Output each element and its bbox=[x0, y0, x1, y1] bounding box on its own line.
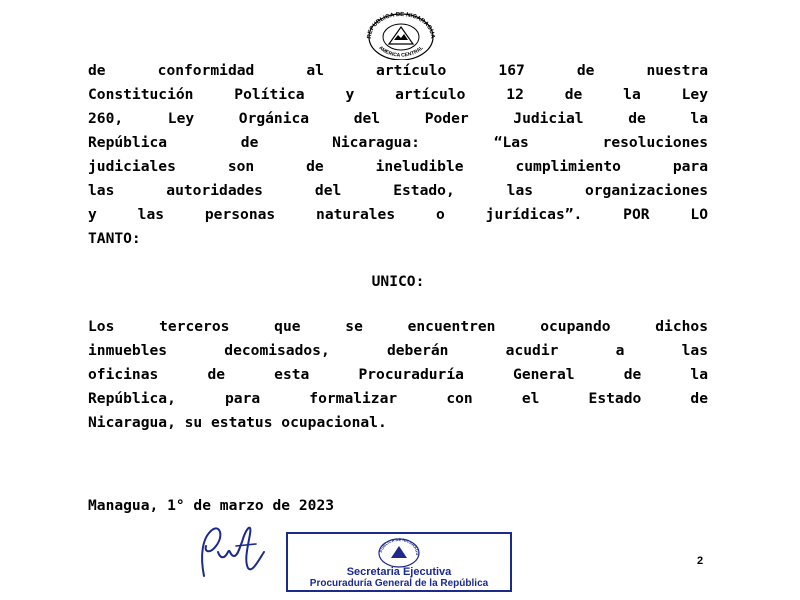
seal-text-top: REPUBLICA DE NICARAGUA bbox=[366, 11, 436, 39]
paragraph-1 bbox=[88, 59, 708, 251]
paragraph-2 bbox=[88, 315, 708, 435]
svg-text:REPUBLICA DE NICARAGUA bbox=[367, 12, 435, 40]
institution-stamp bbox=[286, 532, 512, 592]
paragraph-2-line: oficinas de esta Procuraduría General de la bbox=[88, 366, 708, 383]
paragraph-1-line: Constitución Política y artículo 12 de la Ley bbox=[88, 86, 708, 103]
paragraph-1-line: 260, Ley Orgánica del Poder Judicial de la bbox=[88, 110, 708, 127]
paragraph-2-line: Los terceros que se encuentren ocupando dichos bbox=[88, 318, 708, 335]
signature-icon bbox=[190, 516, 290, 586]
stamp-subtitle: Procuraduría General de la República bbox=[309, 578, 489, 589]
paragraph-1-line: TANTO: bbox=[88, 230, 141, 247]
stamp-seal-text: PUBLICA DE NICARAGU bbox=[378, 536, 421, 556]
paragraph-1-line: República de Nicaragua: “Las resoluciones bbox=[88, 134, 708, 151]
coat-of-arms-seal-icon bbox=[357, 8, 445, 60]
section-heading: UNICO: bbox=[371, 273, 425, 290]
paragraph-1-line: las autoridades del Estado, las organizaciones bbox=[88, 182, 708, 199]
paragraph-2-line: inmuebles decomisados, deberán acudir a las bbox=[88, 342, 708, 359]
stamp-seal-icon bbox=[376, 536, 422, 568]
paragraph-2-line: República, para formalizar con el Estado de bbox=[88, 390, 708, 407]
date-line: Managua, 1° de marzo de 2023 bbox=[88, 497, 335, 514]
page-number: 2 bbox=[697, 555, 704, 567]
paragraph-1-line: de conformidad al artículo 167 de nuestra bbox=[88, 62, 708, 79]
paragraph-1-line: y las personas naturales o jurídicas”. POR LO bbox=[88, 206, 708, 223]
paragraph-1-line: judiciales son de ineludible cumplimiento para bbox=[88, 158, 708, 175]
paragraph-2-line: Nicaragua, su estatus ocupacional. bbox=[88, 414, 387, 431]
seal-text-bottom: AMERICA CENTRAL bbox=[377, 45, 425, 59]
stamp-title: Secretaria Ejecutiva bbox=[346, 566, 452, 578]
